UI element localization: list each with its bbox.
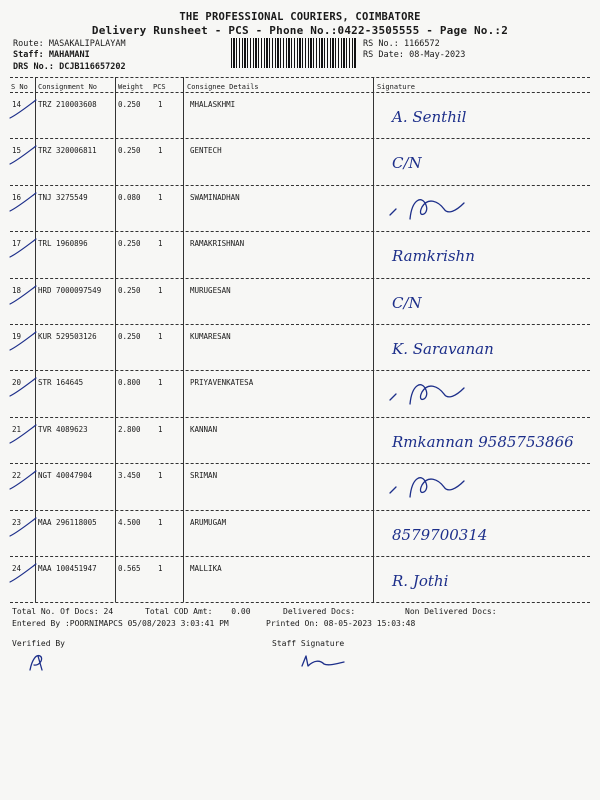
row-weight: 0.250 <box>118 146 141 156</box>
checkmark-icon <box>8 98 38 120</box>
row-sno: 16 <box>12 192 22 202</box>
row-pcs: 1 <box>158 192 163 202</box>
signature-scribble <box>390 385 464 404</box>
row-divider <box>10 556 590 557</box>
col-header-pcs: PCS <box>153 83 166 91</box>
col-header-weight: Weight <box>118 83 144 91</box>
route-label: Route: <box>13 39 44 49</box>
row-sno: 14 <box>12 100 22 109</box>
recipient-signature <box>382 421 582 461</box>
rs-no-line <box>363 39 440 49</box>
signature-text: C/N <box>392 154 422 173</box>
runsheet-subtitle: Delivery Runsheet - PCS - Phone No.:0422-3505555 - Page No.:2 <box>91 24 509 37</box>
checkmark-icon <box>8 191 38 213</box>
signature-text: Rmkannan 9585753866 <box>392 432 574 451</box>
col-header-consignment: Consignment No <box>38 83 98 91</box>
row-consignee: PRIYAVENKATESA <box>190 378 254 388</box>
row-consignment: TVR 4089623 <box>38 424 88 434</box>
staff-value: MAHAMANI <box>48 50 90 60</box>
checkmark-icon <box>8 237 38 259</box>
checkmark-icon <box>8 516 38 538</box>
row-consignee: MALLIKA <box>190 564 222 573</box>
total-docs <box>12 607 113 616</box>
recipient-signature <box>382 282 582 322</box>
row-consignee: ARUMUGAM <box>190 517 227 527</box>
rs-no-label: RS No.: <box>363 39 399 49</box>
row-divider <box>10 324 590 325</box>
signature-text: R. Jothi <box>392 572 449 590</box>
col-divider <box>373 77 374 602</box>
checkmark-icon <box>8 284 38 306</box>
row-consignee: MHALASKHMI <box>190 100 236 109</box>
checkmark-icon <box>8 423 38 445</box>
row-weight: 2.800 <box>118 424 141 434</box>
row-pcs: 1 <box>158 239 163 249</box>
row-divider <box>10 138 590 139</box>
route-line <box>13 39 126 49</box>
recipient-signature <box>382 235 582 275</box>
row-consignment: KUR 529503126 <box>38 332 97 341</box>
row-pcs: 1 <box>158 564 163 573</box>
row-weight: 0.800 <box>118 378 141 388</box>
row-sno: 18 <box>12 285 22 295</box>
signature-scribble <box>390 478 464 497</box>
staff-line <box>13 50 90 60</box>
row-sno: 23 <box>12 517 22 527</box>
row-divider <box>10 417 590 418</box>
recipient-signature <box>382 374 582 414</box>
row-consignment: MAA 296118005 <box>38 517 97 527</box>
row-weight: 0.250 <box>118 332 141 341</box>
drs-value: DCJB116657202 <box>59 62 126 72</box>
row-weight: 0.250 <box>118 100 141 109</box>
recipient-signature <box>382 514 582 554</box>
col-header-sno: S No <box>11 83 28 91</box>
row-pcs: 1 <box>158 285 163 295</box>
verifier-signature <box>26 650 56 674</box>
drs-label: DRS No.: <box>13 62 54 72</box>
recipient-signature <box>382 560 582 600</box>
signature-text: Ramkrishn <box>392 247 475 266</box>
company-title: THE PROFESSIONAL COURIERS, COIMBATORE <box>179 11 421 23</box>
total-cod <box>145 607 251 616</box>
verified-by-label: Verified By <box>12 639 65 648</box>
row-pcs: 1 <box>158 100 163 109</box>
row-consignment: TNJ 3275549 <box>38 192 88 202</box>
row-sno: 15 <box>12 146 22 156</box>
rs-date-line <box>363 50 465 60</box>
row-weight: 0.565 <box>118 564 141 573</box>
total-docs-label: Total No. Of Docs: <box>12 607 99 616</box>
row-pcs: 1 <box>158 471 163 481</box>
row-sno: 20 <box>12 378 22 388</box>
table-bottom-rule <box>10 602 590 603</box>
staff-label: Staff: <box>13 50 44 60</box>
row-pcs: 1 <box>158 378 163 388</box>
row-weight: 0.080 <box>118 192 141 202</box>
signature-text: C/N <box>392 293 422 312</box>
row-divider <box>10 185 590 186</box>
recipient-signature <box>382 96 582 136</box>
row-consignee: SWAMINADHAN <box>190 192 240 202</box>
checkmark-icon <box>8 144 38 166</box>
row-consignee: SRIMAN <box>190 471 218 481</box>
row-divider <box>10 510 590 511</box>
row-consignee: KUMARESAN <box>190 332 231 341</box>
non-delivered-docs: Non Delivered Docs: <box>405 607 497 616</box>
staff-signature <box>298 652 348 672</box>
row-consignee: KANNAN <box>190 424 218 434</box>
rs-date-label: RS Date: <box>363 50 404 60</box>
row-divider <box>10 278 590 279</box>
row-sno: 22 <box>12 471 22 481</box>
col-header-consignee: Consignee Details <box>187 83 259 91</box>
delivered-docs: Delivered Docs: <box>283 607 356 616</box>
row-sno: 19 <box>12 332 22 341</box>
signature-text: K. Saravanan <box>392 340 494 358</box>
checkmark-icon <box>8 330 38 352</box>
recipient-signature <box>382 467 582 507</box>
cod-label: Total COD Amt: <box>145 607 213 616</box>
signature-text: 8579700314 <box>392 525 488 544</box>
route-value: MASAKALIPALAYAM <box>48 39 126 49</box>
rs-no-value: 1166572 <box>403 39 440 49</box>
cod-value: 0.00 <box>231 607 251 616</box>
header-rule-bottom <box>10 92 590 93</box>
row-consignee: MURUGESAN <box>190 285 231 295</box>
row-consignment: STR 164645 <box>38 378 84 388</box>
entered-by: Entered By :POORNIMAPCS 05/08/2023 3:03:41 PM <box>12 619 229 628</box>
printed-on: Printed On: 08-05-2023 15:03:48 <box>266 619 416 628</box>
header-rule-top <box>10 77 590 78</box>
row-consignee: GENTECH <box>190 146 222 156</box>
total-docs-value: 24 <box>103 607 114 616</box>
row-sno: 24 <box>12 564 22 573</box>
row-consignment: NGT 40047904 <box>38 471 93 481</box>
rs-date-value: 08-May-2023 <box>409 50 466 60</box>
row-pcs: 1 <box>158 517 163 527</box>
row-divider <box>10 463 590 464</box>
signature-text: A. Senthil <box>392 108 467 126</box>
barcode <box>231 38 357 68</box>
recipient-signature <box>382 328 582 368</box>
row-consignment: MAA 100451947 <box>38 564 97 573</box>
drs-line <box>13 62 126 72</box>
col-header-signature: Signature <box>377 83 415 91</box>
signature-scribble <box>390 200 464 219</box>
col-divider <box>183 77 184 602</box>
checkmark-icon <box>8 562 38 584</box>
row-weight: 0.250 <box>118 239 141 249</box>
checkmark-icon <box>8 376 38 398</box>
row-weight: 4.500 <box>118 517 141 527</box>
row-sno: 21 <box>12 424 22 434</box>
row-consignment: TRZ 320006811 <box>38 146 97 156</box>
row-divider <box>10 370 590 371</box>
row-pcs: 1 <box>158 146 163 156</box>
recipient-signature <box>382 142 582 182</box>
row-consignee: RAMAKRISHNAN <box>190 239 245 249</box>
row-divider <box>10 231 590 232</box>
row-weight: 3.450 <box>118 471 141 481</box>
checkmark-icon <box>8 469 38 491</box>
row-consignment: TRZ 210003608 <box>38 100 97 109</box>
row-weight: 0.250 <box>118 285 141 295</box>
row-pcs: 1 <box>158 332 163 341</box>
row-sno: 17 <box>12 239 22 249</box>
row-pcs: 1 <box>158 424 163 434</box>
staff-signature-label: Staff Signature <box>272 639 345 648</box>
col-divider <box>115 77 116 602</box>
row-consignment: HRD 7000097549 <box>38 285 102 295</box>
row-consignment: TRL 1960896 <box>38 239 88 249</box>
recipient-signature <box>382 189 582 229</box>
